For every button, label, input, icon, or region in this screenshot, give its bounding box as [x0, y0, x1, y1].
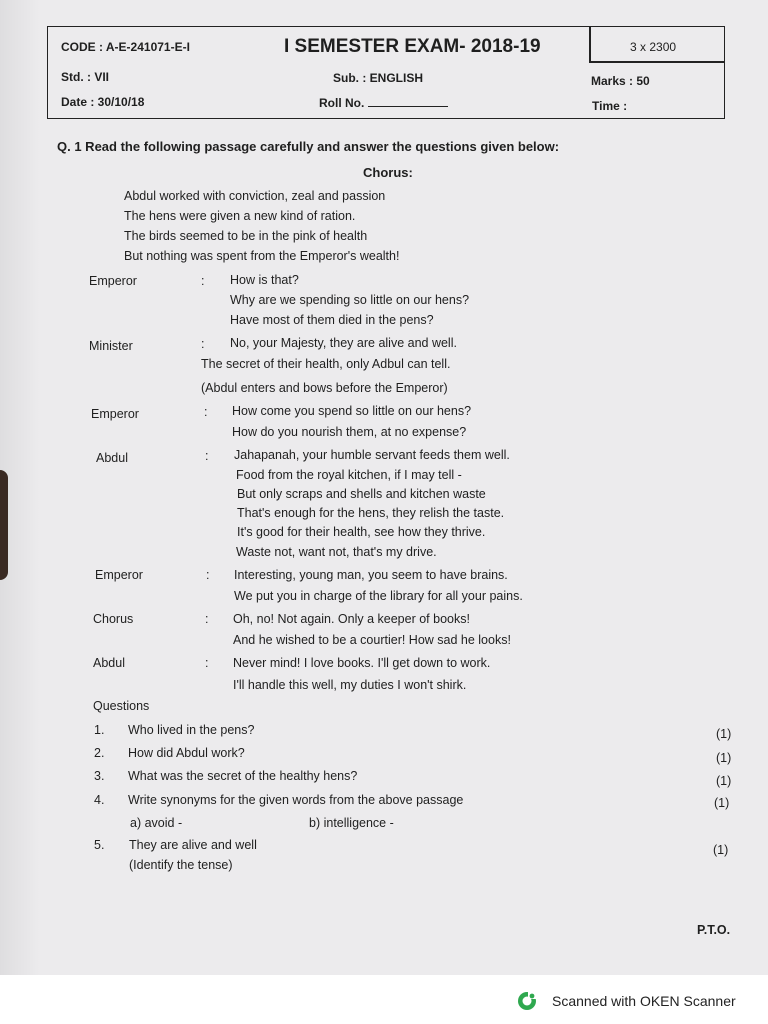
question-marks: (1)	[716, 727, 732, 741]
dialogue-line: We put you in charge of the library for all your pains.	[234, 589, 523, 603]
dialogue-line: Why are we spending so little on our hens?	[230, 293, 470, 307]
scanner-watermark-text: Scanned with OKEN Scanner	[552, 993, 736, 1009]
exam-date: Date : 30/10/18	[61, 95, 145, 109]
chorus-heading: Chorus:	[363, 165, 413, 180]
dialogue-line: Oh, no! Not again. Only a keeper of books!	[233, 612, 470, 626]
standard: Std. : VII	[61, 70, 109, 84]
question-marks: (1)	[716, 774, 732, 788]
header-hline	[589, 61, 725, 63]
marks: Marks : 50	[591, 74, 650, 88]
roll-label-text: Roll No.	[319, 96, 365, 110]
dialogue-line: Jahapanah, your humble servant feeds them well.	[234, 448, 510, 462]
dialogue-line: How is that?	[230, 273, 299, 287]
dialogue-line: How come you spend so little on our hens?	[232, 404, 472, 418]
speaker-colon: :	[201, 337, 205, 351]
roll-number-label	[319, 96, 448, 110]
question-number: 3.	[94, 769, 105, 783]
stage-direction: (Abdul enters and bows before the Emperor)	[201, 381, 448, 395]
dialogue-line: Interesting, young man, you seem to have brains.	[234, 568, 508, 582]
dialogue-line: The secret of their health, only Adbul can tell.	[201, 357, 451, 371]
tense-note: (Identify the tense)	[129, 858, 233, 872]
speaker-name: Chorus	[93, 612, 134, 626]
question-number: 1.	[94, 723, 105, 737]
dialogue-line: Have most of them died in the pens?	[230, 313, 434, 327]
question-marks: (1)	[716, 751, 732, 765]
subject: Sub. : ENGLISH	[333, 71, 423, 85]
question-number: 5.	[94, 838, 105, 852]
speaker-name: Abdul	[96, 451, 128, 465]
synonym-b: b) intelligence -	[309, 816, 394, 830]
dialogue-line: No, your Majesty, they are alive and well.	[230, 336, 457, 350]
question-text: They are alive and well	[129, 838, 257, 852]
speaker-name: Abdul	[93, 656, 125, 670]
roll-number-line	[368, 98, 448, 107]
question-text: Write synonyms for the given words from the above passage	[128, 793, 464, 807]
speaker-colon: :	[205, 449, 209, 463]
oken-scanner-logo-icon	[517, 991, 537, 1011]
dialogue-line: Waste not, want not, that's my drive.	[236, 545, 437, 559]
question-marks: (1)	[713, 843, 729, 857]
question-marks: (1)	[714, 796, 730, 810]
speaker-name: Emperor	[95, 568, 143, 582]
dialogue-line: But only scraps and shells and kitchen waste	[237, 487, 486, 501]
speaker-name: Emperor	[91, 407, 139, 421]
time: Time :	[592, 99, 628, 113]
dialogue-line: That's enough for the hens, they relish the taste.	[237, 506, 505, 520]
dialogue-line: And he wished to be a courtier! How sad he looks!	[233, 633, 511, 647]
speaker-name: Minister	[89, 339, 133, 353]
header-divider	[589, 26, 591, 62]
speaker-colon: :	[204, 405, 208, 419]
speaker-colon: :	[201, 274, 205, 288]
speaker-colon: :	[205, 612, 209, 626]
speaker-colon: :	[206, 568, 210, 582]
speaker-name: Emperor	[89, 274, 137, 288]
speaker-colon: :	[205, 656, 209, 670]
binder-edge	[0, 470, 8, 580]
question-text: How did Abdul work?	[128, 746, 245, 760]
dialogue-line: How do you nourish them, at no expense?	[232, 425, 467, 439]
copies-count: 3 x 2300	[630, 40, 677, 54]
question-number: 4.	[94, 793, 105, 807]
pto-label: P.T.O.	[697, 923, 731, 937]
exam-code: CODE : A-E-241071-E-I	[61, 40, 190, 54]
question-text: Who lived in the pens?	[128, 723, 255, 737]
dialogue-line: Food from the royal kitchen, if I may tell -	[236, 468, 462, 482]
synonym-a: a) avoid -	[130, 816, 183, 830]
question-number: 2.	[94, 746, 105, 760]
dialogue-line: Never mind! I love books. I'll get down to work.	[233, 656, 491, 670]
intro-line: But nothing was spent from the Emperor's wealth!	[124, 249, 400, 263]
intro-line: The birds seemed to be in the pink of health	[124, 229, 368, 243]
question-title: Q. 1 Read the following passage carefully and answer the questions given below:	[57, 139, 560, 154]
questions-heading: Questions	[93, 699, 150, 713]
dialogue-line: I'll handle this well, my duties I won't shirk.	[233, 678, 467, 692]
intro-line: Abdul worked with conviction, zeal and passion	[124, 189, 386, 203]
intro-line: The hens were given a new kind of ration.	[124, 209, 356, 223]
question-text: What was the secret of the healthy hens?	[128, 769, 358, 783]
dialogue-line: It's good for their health, see how they thrive.	[237, 525, 486, 539]
exam-title: I SEMESTER EXAM- 2018-19	[284, 36, 541, 57]
